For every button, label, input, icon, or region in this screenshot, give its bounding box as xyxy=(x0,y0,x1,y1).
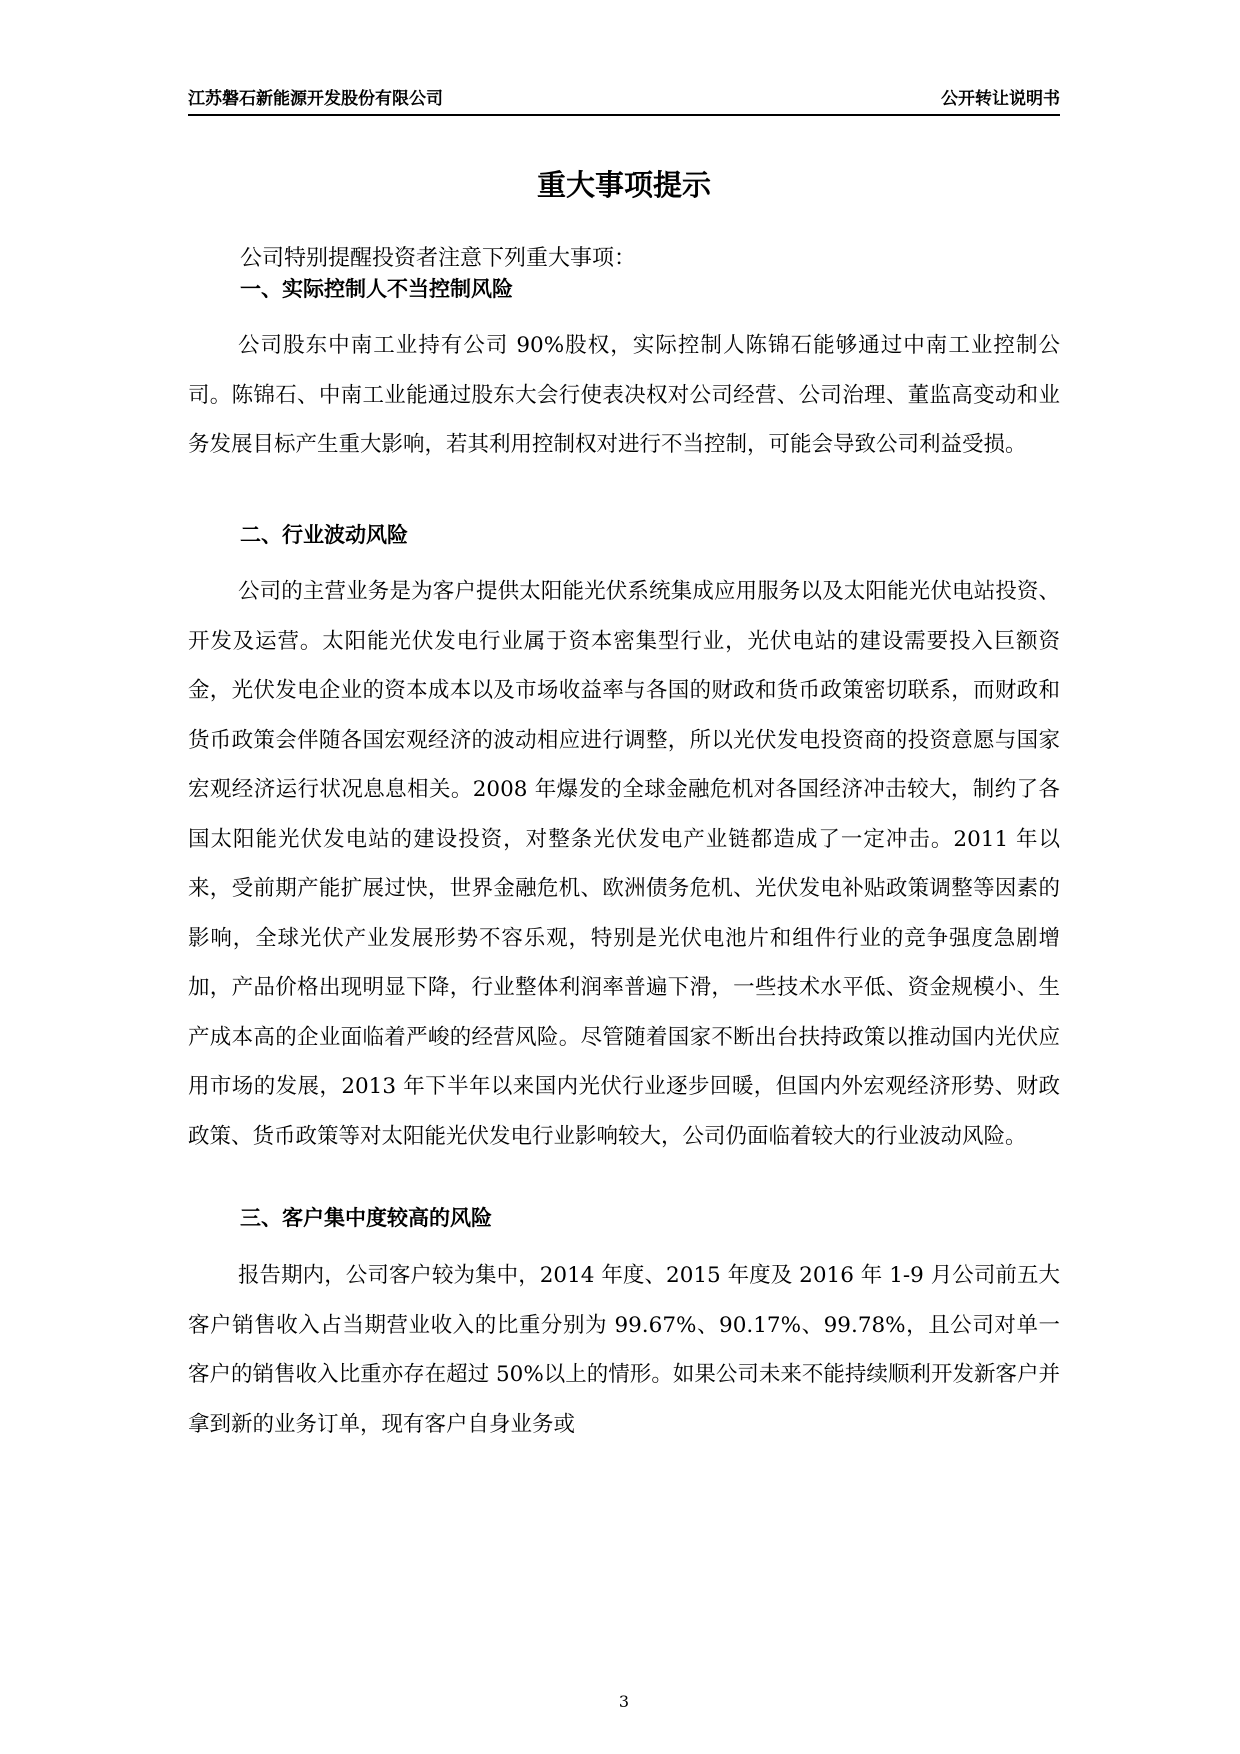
page-header xyxy=(188,86,1060,116)
section-paragraph-2: 公司的主营业务是为客户提供太阳能光伏系统集成应用服务以及太阳能光伏电站投资、开发及运营。太阳能光伏发电行业属于资本密集型行业，光伏电站的建设需要投入巨额资金，光伏发电企业的资本成本以及市场收益率与各国的财政和货币政策密切联系，而财政和货币政策会伴随各国宏观经济的波动相应进行调整，所以光伏发电投资商的投资意愿与国家宏观经济运行状况息息相关。2008 年爆发的全球金融危机对各国经济冲击较大，制约了各国太阳能光伏发电站的建设投资，对整条光伏发电产业链都造成了一定冲击。2011 年以来，受前期产能扩展过快，世界金融危机、欧洲债务危机、光伏发电补贴政策调整等因素的影响，全球光伏产业发展形势不容乐观，特别是光伏电池片和组件行业的竞争强度急剧增加，产品价格出现明显下降，行业整体利润率普遍下滑，一些技术水平低、资金规模小、生产成本高的企业面临着严峻的经营风险。尽管随着国家不断出台扶持政策以推动国内光伏应用市场的发展，2013 年下半年以来国内光伏行业逐步回暖，但国内外宏观经济形势、财政政策、货币政策等对太阳能光伏发电行业影响较大，公司仍面临着较大的行业波动风险。 xyxy=(188,579,1060,1149)
section-heading-3: 三、客户集中度较高的风险 xyxy=(240,1206,492,1230)
page-title: 重大事项提示 xyxy=(536,168,711,202)
header-document-type: 公开转让说明书 xyxy=(941,89,1060,109)
header-company-name: 江苏磐石新能源开发股份有限公司 xyxy=(188,89,443,109)
section-heading-1: 一、实际控制人不当控制风险 xyxy=(240,277,513,301)
section-paragraph-1: 公司股东中南工业持有公司 90%股权，实际控制人陈锦石能够通过中南工业控制公司。陈锦石、中南工业能通过股东大会行使表决权对公司经营、公司治理、董监高变动和业务发展目标产生重大影响，若其利用控制权对进行不当控制，可能会导致公司利益受损。 xyxy=(188,333,1060,457)
page-number: 3 xyxy=(618,1692,630,1711)
section-paragraph-3: 报告期内，公司客户较为集中，2014 年度、2015 年度及 2016 年 1-9 月公司前五大客户销售收入占当期营业收入的比重分别为 99.67%、90.17%、99.78%，且公司对单一客户的销售收入比重亦存在超过 50%以上的情形。如果公司未来不能持续顺利开发新客户并拿到新的业务订单，现有客户自身业务或 xyxy=(188,1263,1060,1437)
section-heading-2: 二、行业波动风险 xyxy=(240,523,408,547)
intro-paragraph: 公司特别提醒投资者注意下列重大事项： xyxy=(240,246,637,271)
